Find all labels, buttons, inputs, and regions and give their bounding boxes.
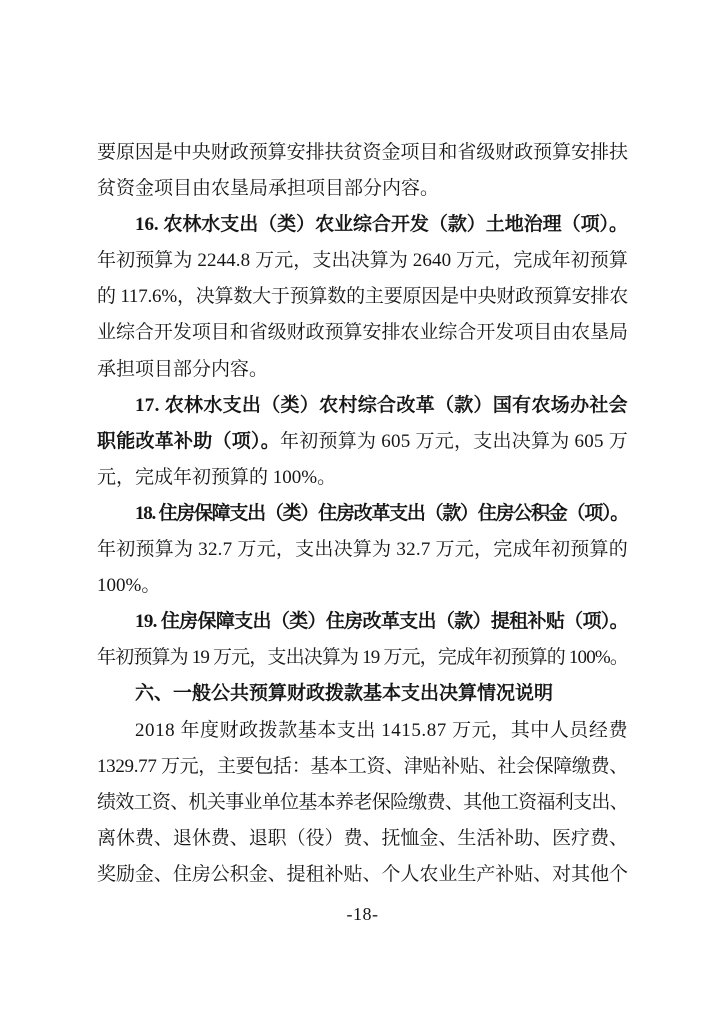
body-text: 的 117.6%，决算数大于预算数的主要原因是中央财政预算安排农 xyxy=(97,286,629,308)
body-text: 绩效工资、机关事业单位基本养老保险缴费、其他工资福利支出、 xyxy=(97,791,628,813)
item-heading-text: 17. 农林水支出（类）农村综合改革（款）国有农场办社会 xyxy=(135,394,628,416)
body-text: 100%。 xyxy=(97,575,161,597)
text-line xyxy=(97,785,628,821)
text-line xyxy=(97,640,628,676)
text-line xyxy=(97,279,628,315)
text-line xyxy=(97,135,628,171)
item-heading-text: 18. 住房保障支出（类）住房改革支出（款）住房公积金（项）。 xyxy=(135,502,628,524)
text-line xyxy=(97,604,628,640)
body-text: 年初预算为 2244.8 万元，支出决算为 2640 万元，完成年初预算 xyxy=(97,250,628,272)
text-line xyxy=(97,676,628,712)
body-text: 业综合开发项目和省级财政预算安排农业综合开发项目由农垦局 xyxy=(97,322,628,344)
body-text: 承担项目部分内容。 xyxy=(97,358,269,380)
body-text: 年初预算为 19 万元，支出决算为 19 万元，完成年初预算的 100%。 xyxy=(97,647,628,669)
text-line xyxy=(97,857,628,893)
text-line xyxy=(97,749,628,785)
section-heading-text: 六、一般公共预算财政拨款基本支出决算情况说明 xyxy=(135,683,554,705)
text-line xyxy=(97,568,628,604)
text-line xyxy=(97,460,628,496)
body-text: 要原因是中央财政预算安排扶贫资金项目和省级财政预算安排扶 xyxy=(97,142,628,163)
body-text: 奖励金、住房公积金、提租补贴、个人农业生产补贴、对其他个 xyxy=(97,863,628,885)
page-number: -18- xyxy=(346,904,379,924)
item-heading-text: 19. 住房保障支出（类）住房改革支出（款）提租补贴（项）。 xyxy=(135,611,628,633)
body-text: 离休费、退休费、退职（役）费、抚恤金、生活补助、医疗费、 xyxy=(97,827,628,849)
body-text: 贫资金项目由农垦局承担项目部分内容。 xyxy=(97,178,440,200)
item-heading-text: 职能改革补助（项）。 xyxy=(97,430,280,452)
body-text: 年初预算为 32.7 万元，支出决算为 32.7 万元，完成年初预算的 xyxy=(97,539,628,561)
body-text: 年初预算为 605 万元，支出决算为 605 万 xyxy=(280,430,628,452)
text-line xyxy=(97,532,628,568)
text-line xyxy=(97,243,628,279)
text-line xyxy=(97,207,628,243)
text-line xyxy=(97,352,628,388)
text-line xyxy=(97,424,628,460)
body-text: 1329.77 万元，主要包括：基本工资、津贴补贴、社会保障缴费、 xyxy=(97,755,628,777)
text-line xyxy=(97,315,628,351)
text-line xyxy=(97,171,628,207)
text-line xyxy=(97,713,628,749)
item-heading-text: 16. 农林水支出（类）农业综合开发（款）土地治理（项）。 xyxy=(135,214,628,236)
text-line xyxy=(97,496,628,532)
body-text: 元，完成年初预算的 100%。 xyxy=(97,466,337,488)
body-text: 2018 年度财政拨款基本支出 1415.87 万元，其中人员经费 xyxy=(135,719,628,741)
text-line xyxy=(97,821,628,857)
text-line xyxy=(97,388,628,424)
document-content xyxy=(97,135,628,893)
